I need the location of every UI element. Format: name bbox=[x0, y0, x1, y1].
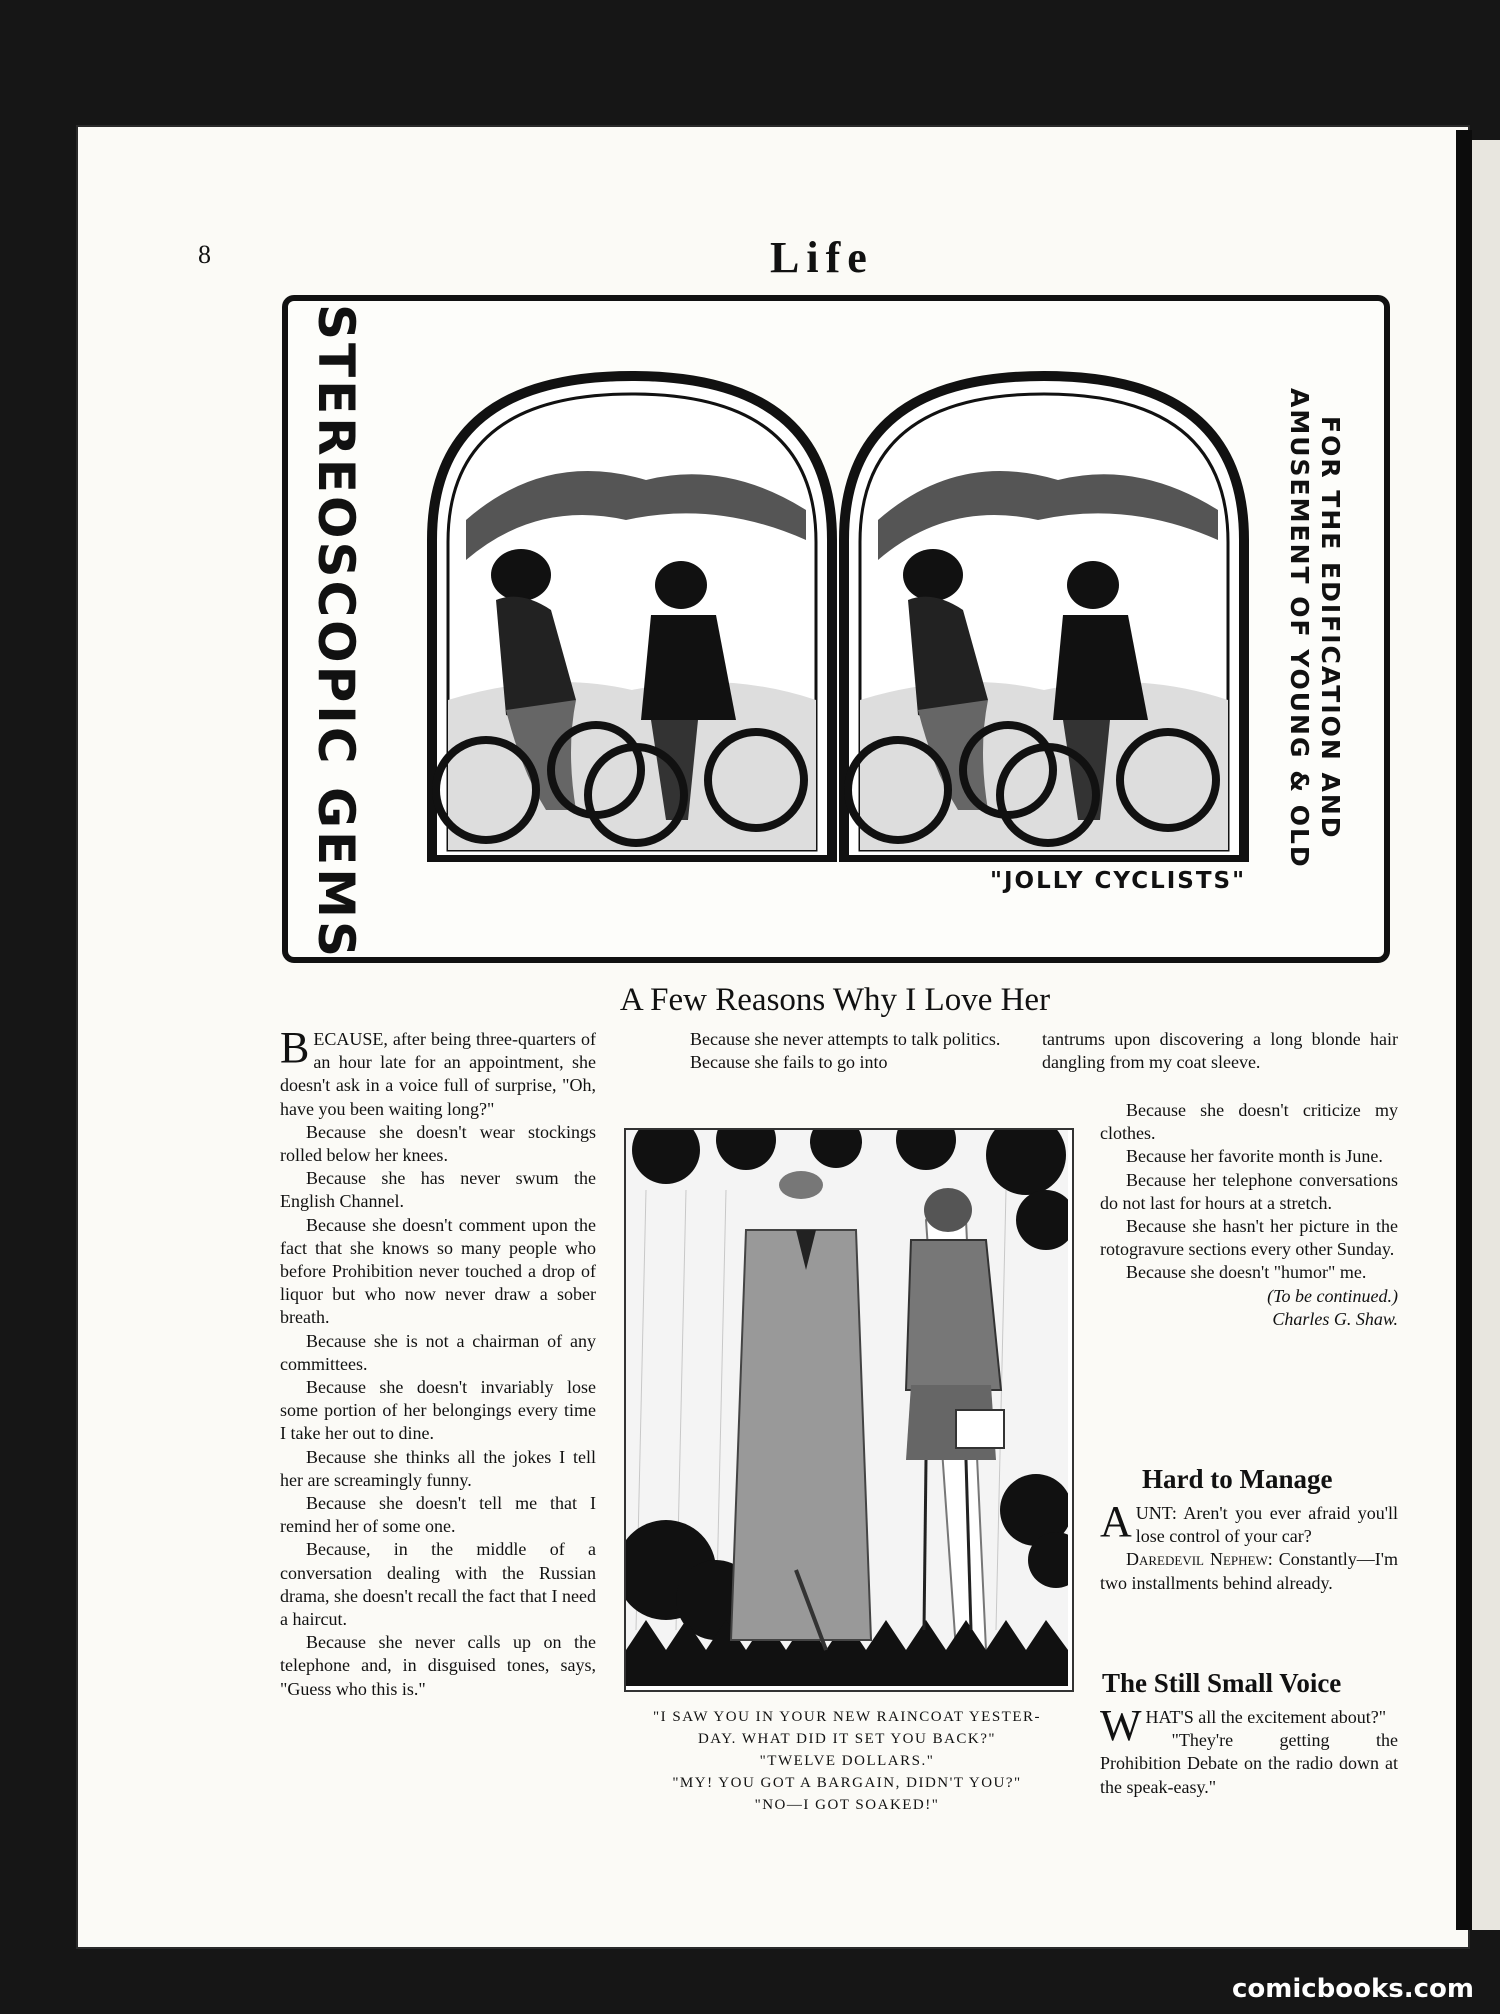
article-paragraph: Because her telephone conversations do not last for hours at a stretch. bbox=[1100, 1169, 1398, 1213]
article-paragraph: Because she doesn't "humor" me. bbox=[1126, 1262, 1367, 1283]
still-small-voice-body bbox=[1100, 1701, 1398, 1799]
article-paragraph: Because she is not a chairman of any committees. bbox=[280, 1330, 596, 1374]
drop-cap: A bbox=[1100, 1497, 1132, 1546]
hard-to-manage-title: Hard to Manage bbox=[1142, 1464, 1333, 1494]
still-small-voice-title: The Still Small Voice bbox=[1102, 1668, 1342, 1698]
masthead-title: Life bbox=[770, 233, 874, 282]
cartoon-caption-line: "TWELVE DOLLARS." bbox=[759, 1753, 935, 1769]
article-column-3-top bbox=[1042, 1028, 1398, 1074]
joke-line: Daredevil Nephew: Constantly—I'm two installments behind already. bbox=[1100, 1549, 1398, 1593]
edification-side-label bbox=[1262, 368, 1368, 888]
stereoscopic-side-label bbox=[286, 304, 386, 960]
article-paragraph: Because she doesn't criticize my clothes. bbox=[1100, 1100, 1398, 1144]
cartoon-caption-line: "I SAW YOU IN YOUR NEW RAINCOAT YESTER- bbox=[653, 1709, 1041, 1725]
article-paragraph: Because her favorite month is June. bbox=[1126, 1146, 1383, 1167]
edification-line-1: FOR THE EDIFICATION AND bbox=[1316, 416, 1345, 840]
article-title: A Few Reasons Why I Love Her bbox=[619, 982, 1051, 1018]
drop-cap: W bbox=[1100, 1701, 1142, 1750]
page-number: 8 bbox=[198, 240, 211, 269]
article-column-3 bbox=[1100, 1099, 1398, 1331]
site-watermark: comicbooks.com bbox=[1231, 1974, 1474, 2004]
edification-line-2: AMUSEMENT OF YOUNG & OLD bbox=[1285, 387, 1314, 869]
joke-line: "They're getting the Prohibition Debate on the radio down at the speak-easy." bbox=[1100, 1730, 1398, 1797]
author-signature: Charles G. Shaw. bbox=[1272, 1308, 1398, 1329]
drop-cap: B bbox=[280, 1023, 310, 1072]
cartoon-caption-line: "MY! YOU GOT A BARGAIN, DIDN'T YOU?" bbox=[672, 1775, 1022, 1791]
article-column-2 bbox=[664, 1028, 1016, 1074]
stereoscopic-gems-text: STEREOSCOPIC GEMS bbox=[307, 304, 365, 960]
cartoon-caption-line: "NO—I GOT SOAKED!" bbox=[754, 1797, 940, 1813]
article-paragraph: Because she thinks all the jokes I tell her are screamingly funny. bbox=[280, 1446, 596, 1490]
raincoat-cartoon-illustration bbox=[626, 1130, 1068, 1686]
article-paragraph: Because she doesn't comment upon the fact that she knows so many people who before Prohibition never touched a drop of liquor but who now never draw a sober breath. bbox=[280, 1214, 596, 1328]
jolly-cyclists-caption: "JOLLY CYCLISTS" bbox=[990, 868, 1247, 894]
next-page-edge bbox=[1472, 140, 1500, 1930]
article-paragraph: Because she doesn't invariably lose some portion of her belongings every time I take her out to dine. bbox=[280, 1377, 596, 1444]
article-paragraph: Because she hasn't her picture in the rotogravure sections every other Sunday. bbox=[1100, 1216, 1398, 1260]
article-paragraph: tantrums upon discovering a long blonde hair dangling from my coat sleeve. bbox=[1042, 1029, 1398, 1073]
cartoon-caption bbox=[620, 1706, 1074, 1816]
article-paragraph: Because she has never swum the English Channel. bbox=[280, 1168, 596, 1212]
hard-to-manage-body bbox=[1100, 1497, 1398, 1595]
right-arch-panel bbox=[844, 376, 1244, 860]
article-paragraph: Because she doesn't wear stockings rolled below her knees. bbox=[280, 1121, 596, 1166]
joke-line: WHAT'S all the excitement about?" bbox=[1100, 1701, 1387, 1750]
to-be-continued: (To be continued.) bbox=[1267, 1285, 1398, 1306]
cyclists-illustration bbox=[426, 370, 1272, 862]
article-paragraph: Because she fails to go into bbox=[690, 1052, 888, 1073]
article-column-1 bbox=[280, 1023, 596, 1701]
joke-line: AUNT: Aren't you ever afraid you'll lose control of your car? bbox=[1100, 1497, 1398, 1547]
cartoon-caption-line: DAY. WHAT DID IT SET YOU BACK?" bbox=[697, 1731, 997, 1747]
speaker-name: Daredevil Nephew: bbox=[1126, 1549, 1273, 1570]
left-arch-panel bbox=[432, 376, 832, 860]
article-paragraph: Because she doesn't tell me that I remind her of some one. bbox=[280, 1493, 596, 1537]
article-paragraph: Because, in the middle of a conversation dealing with the Russian drama, she doesn't recall the fact that I need a haircut. bbox=[280, 1539, 596, 1630]
article-paragraph: Because she never calls up on the telephone and, in disguised tones, says, "Guess who this is." bbox=[280, 1632, 596, 1699]
page-binding bbox=[1456, 130, 1472, 1930]
article-paragraph: BECAUSE, after being three-quarters of an hour late for an appointment, she doesn't ask in a voice full of surprise, "Oh, have you been waiting long?" bbox=[280, 1023, 596, 1119]
article-paragraph: Because she never attempts to talk politics. bbox=[690, 1029, 1001, 1049]
